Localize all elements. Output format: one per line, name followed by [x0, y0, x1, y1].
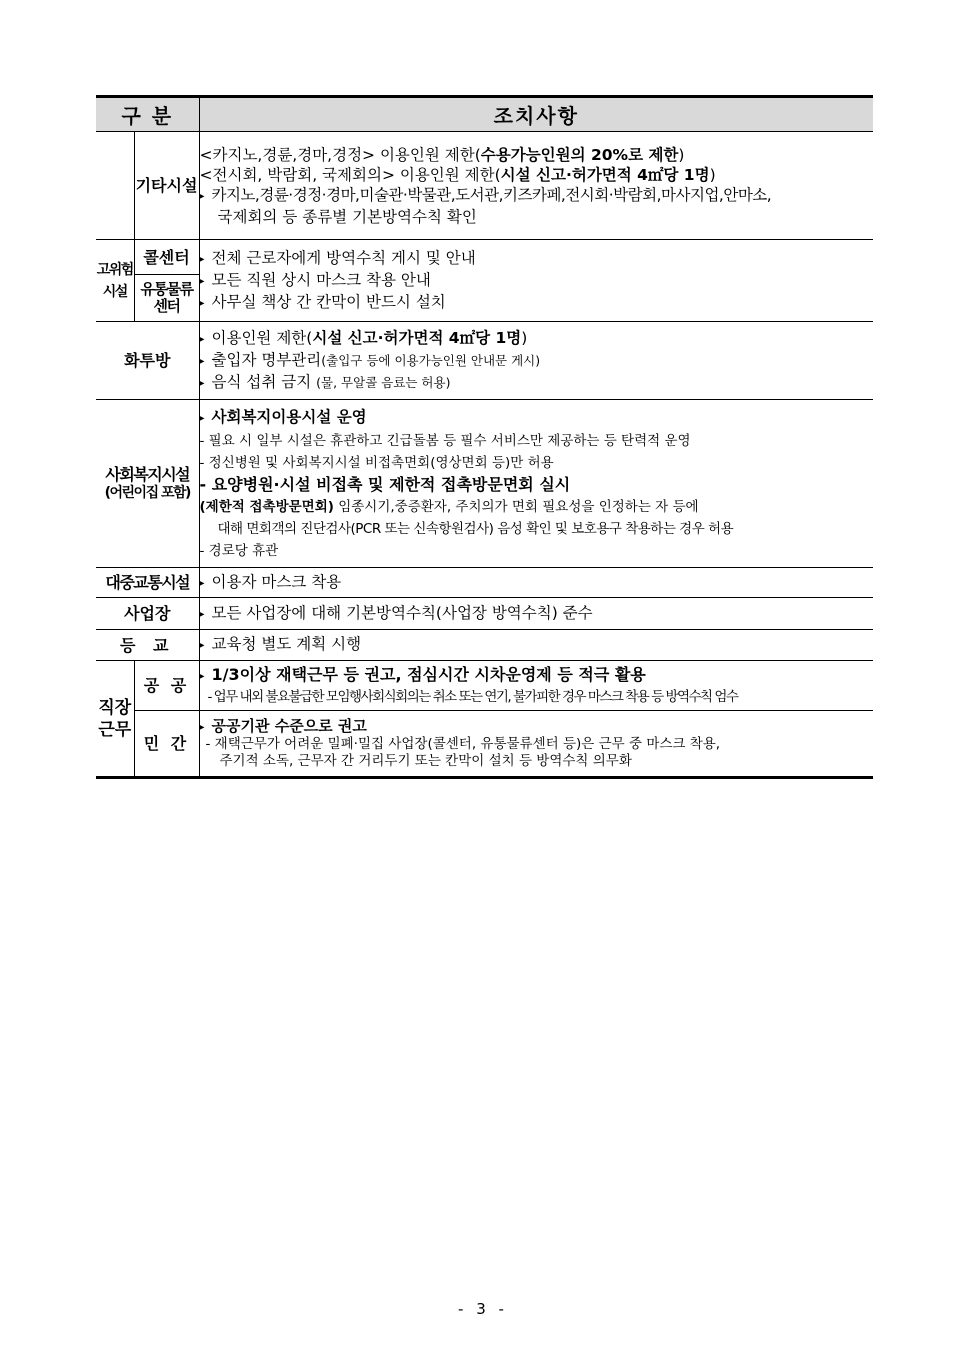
header-row	[96, 97, 873, 132]
bullet-icon: ▸	[199, 608, 205, 620]
blank-cell	[96, 132, 134, 240]
label-logistics-center: 유통물류 센터	[134, 275, 199, 322]
label-work: 직장 근무	[96, 661, 134, 778]
label-transit: 대중교통시설	[96, 568, 199, 598]
content-welfare	[199, 400, 873, 568]
content-other-facilities	[199, 132, 873, 240]
text: - 재택근무가 어려운 밀폐·밀집 사업장(콜센터, 유통물류센터 등)은 근무 중 마스크 착용,	[205, 735, 721, 752]
label-hwatu: 화투방	[96, 322, 199, 400]
text: 카지노,경륜·경정·경마,미술관·박물관,도서관,키즈카페,전시회·박람회,마사지업,안마소,	[211, 185, 772, 204]
text: 국제회의 등 종류별 기본방역수칙 확인	[217, 207, 477, 226]
text: 출입자 명부관리	[211, 350, 322, 369]
bullet-icon: ▸	[199, 253, 205, 265]
label-workplace: 사업장	[96, 598, 199, 630]
label-work-public: 공 공	[134, 661, 199, 711]
content-hwatu	[199, 322, 873, 400]
measures-table	[96, 95, 873, 779]
bullet-icon: ▸	[199, 297, 205, 309]
row-call-center	[96, 240, 873, 275]
row-work-public	[96, 661, 873, 711]
header-category: 구 분	[96, 97, 199, 132]
text: 대해 면회객의 진단검사(PCR 또는 신속항원검사) 음성 확인 및 보호용구 착용하는 경우 허용	[217, 520, 734, 537]
bold-text: 시설 신고·허가면적 4㎡당 1명	[500, 165, 710, 184]
bullet-icon: ▸	[199, 275, 205, 287]
row-other-facilities	[96, 132, 873, 240]
text: 교육청 별도 계획 시행	[211, 635, 362, 653]
row-school	[96, 630, 873, 661]
small-text: (물, 무알콜 음료는 허용)	[316, 374, 451, 390]
label-other-facilities: 기타시설	[134, 132, 199, 240]
page-number: - 3 -	[458, 1300, 508, 1318]
text: - 업무 내외 불요불급한 모임행사회식회의는 취소 또는 연기, 불가피한 경우 마스크 착용 등 방역수칙 엄수	[207, 688, 738, 705]
bullet-icon: ▸	[199, 412, 205, 424]
text: 이용인원 제한(	[211, 328, 313, 347]
bullet-icon: ▸	[199, 577, 205, 589]
text: 사무실 책상 간 칸막이 반드시 설치	[211, 292, 446, 311]
text: 주기적 소독, 근무자 간 거리두기 또는 칸막이 설치 등 방역수칙 의무화	[219, 752, 632, 769]
bold-text: 시설 신고·허가면적 4㎡당 1명	[312, 328, 522, 347]
text: 임종시기,중증환자, 주치의가 면회 필요성을 인정하는 자 등에	[333, 498, 699, 515]
content-work-private	[199, 711, 873, 778]
small-text: (출입구 등에 이용가능인원 안내문 게시)	[321, 352, 541, 368]
bold-text: 1/3이상 재택근무 등 권고, 점심시간 시차운영제 등 적극 활용	[211, 664, 646, 684]
row-hwatu	[96, 322, 873, 400]
text: )	[709, 165, 716, 184]
text: - 경로당 휴관	[199, 542, 279, 559]
text: - 정신병원 및 사회복지시설 비접촉면회(영상면회 등)만 허용	[199, 454, 554, 471]
content-work-public	[199, 661, 873, 711]
label-welfare	[96, 400, 199, 568]
bullet-icon: ▸	[199, 355, 205, 367]
label-school: 등 교	[96, 630, 199, 661]
bullet-icon: ▸	[199, 333, 205, 345]
text: <카지노,경륜,경마,경정> 이용인원 제한(	[199, 145, 481, 164]
bullet-icon: ▸	[199, 640, 205, 651]
text: <전시회, 박람회, 국제회의> 이용인원 제한(	[199, 165, 501, 184]
row-work-private	[96, 711, 873, 778]
text: 이용자 마스크 착용	[211, 572, 342, 591]
welfare-subtitle: (어린이집 포함)	[104, 484, 190, 501]
content-workplace	[199, 598, 873, 630]
text: 음식 섭취 금지	[211, 372, 317, 391]
text: 전체 근로자에게 방역수칙 게시 및 안내	[211, 248, 476, 267]
row-workplace	[96, 598, 873, 630]
bullet-icon: ▸	[199, 377, 205, 389]
label-high-risk: 고위험 시설	[96, 240, 134, 322]
text: )	[678, 145, 685, 164]
bold-text: (제한적 접촉방문면회)	[199, 498, 334, 515]
row-welfare	[96, 400, 873, 568]
bullet-icon: ▸	[199, 721, 205, 733]
content-high-risk	[199, 240, 873, 322]
bold-text: 수용가능인원의 20%로 제한	[480, 145, 679, 164]
text: - 필요 시 일부 시설은 휴관하고 긴급돌봄 등 필수 서비스만 제공하는 등 탄력적 운영	[199, 432, 691, 449]
text: )	[521, 328, 528, 347]
text: 모든 사업장에 대해 기본방역수칙(사업장 방역수칙) 준수	[211, 603, 593, 622]
row-transit	[96, 568, 873, 598]
text: 모든 직원 상시 마스크 착용 안내	[211, 270, 431, 289]
text: 사회복지이용시설 운영	[211, 407, 367, 426]
bold-text: 공공기관 수준으로 권고	[211, 716, 367, 735]
label-work-private: 민 간	[134, 711, 199, 778]
bold-text: - 요양병원·시설 비접촉 및 제한적 접촉방문면회 실시	[199, 474, 571, 494]
header-measures: 조치사항	[199, 97, 873, 132]
label-call-center: 콜센터	[134, 240, 199, 275]
content-school	[199, 630, 873, 661]
welfare-title: 사회복지시설	[105, 464, 190, 484]
bullet-icon: ▸	[199, 670, 205, 682]
bullet-icon: ▸	[199, 190, 205, 202]
content-transit	[199, 568, 873, 598]
